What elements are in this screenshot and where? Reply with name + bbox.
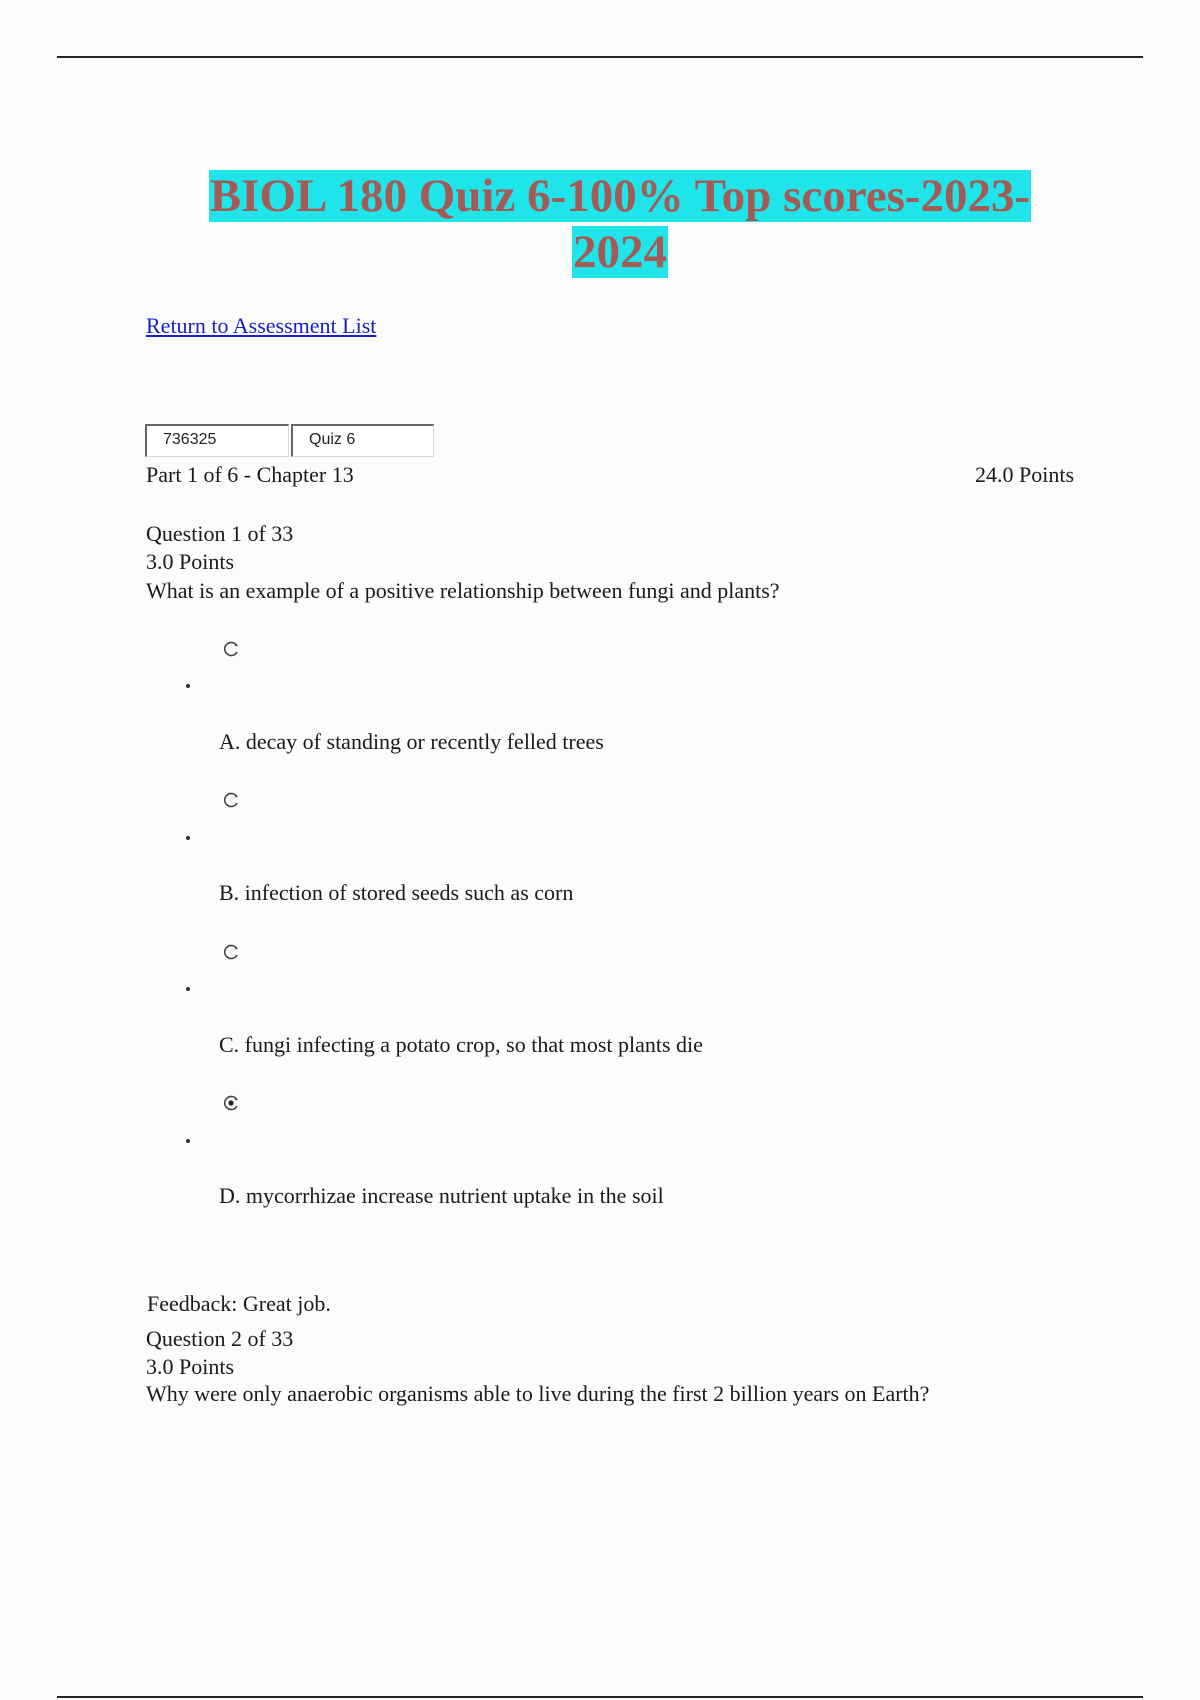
question-2-number: Question 2 of 33 — [146, 1326, 294, 1351]
question-2-prompt: Why were only anaerobic organisms able to live during the first 2 billion years on Earth? — [146, 1381, 930, 1406]
top-rule — [57, 56, 1143, 58]
assessment-name-field[interactable]: Quiz 6 — [291, 424, 434, 457]
option-b-radio[interactable] — [223, 792, 239, 808]
option-a-radio[interactable] — [223, 641, 239, 657]
title-line-1: BIOL 180 Quiz 6-100% Top scores-2023- — [209, 170, 1031, 222]
question-1-number: Question 1 of 33 — [146, 521, 294, 546]
question-2-points: 3.0 Points — [146, 1354, 235, 1379]
bottom-rule — [57, 1696, 1143, 1698]
option-c-label: C. fungi infecting a potato crop, so that most plants die — [219, 1032, 703, 1057]
option-a-bullet — [186, 684, 190, 688]
question-1-feedback: Feedback: Great job. — [147, 1291, 331, 1316]
question-1-points: 3.0 Points — [146, 549, 235, 574]
option-b-label: B. infection of stored seeds such as corn — [219, 880, 574, 905]
option-c-radio[interactable] — [223, 944, 239, 960]
option-a-label: A. decay of standing or recently felled trees — [219, 729, 604, 754]
document-title — [0, 168, 1200, 280]
option-d-radio-selected[interactable] — [223, 1095, 239, 1111]
part-points: 24.0 Points — [975, 462, 1075, 487]
title-line-2: 2024 — [573, 226, 667, 278]
option-d-label: D. mycorrhizae increase nutrient uptake in the soil — [219, 1183, 664, 1208]
question-1-prompt: What is an example of a positive relationship between fungi and plants? — [146, 578, 780, 603]
option-b-bullet — [186, 836, 190, 840]
return-to-assessment-list-link[interactable]: Return to Assessment List — [146, 313, 377, 338]
option-d-bullet — [186, 1139, 190, 1143]
assessment-id-field[interactable]: 736325 — [145, 424, 289, 457]
part-label: Part 1 of 6 - Chapter 13 — [146, 462, 354, 487]
option-c-bullet — [186, 987, 190, 991]
